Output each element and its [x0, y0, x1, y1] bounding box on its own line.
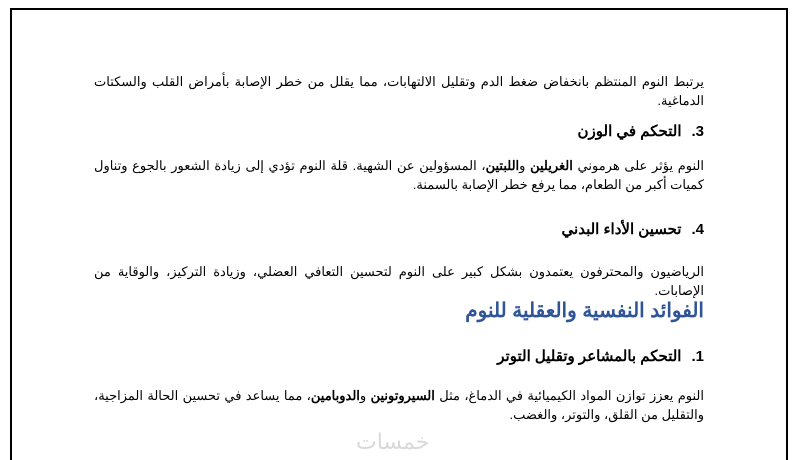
paragraph-brain-chemistry [94, 386, 704, 424]
heading-text: التحكم بالمشاعر وتقليل التوتر [497, 348, 682, 365]
paragraph-text: النوم يعزز توازن المواد الكيميائية في الدماغ، مثل [434, 388, 704, 403]
heading-emotion-control [497, 347, 704, 365]
heading-weight-control [578, 122, 704, 140]
paragraph-text: ، مما يساعد في تحسين الحالة المزاجية، والتقليل من القلق، والتوتر، والغضب. [94, 388, 704, 422]
paragraph-text: الرياضيون والمحترفون يعتمدون بشكل كبير على النوم لتحسين التعافي العضلي، وزيادة التركيز، والوقاية من الإصابات. [94, 264, 704, 298]
paragraph-text: يرتبط النوم المنتظم بانخفاض ضغط الدم وتقليل الالتهابات، مما يقلل من خطر الإصابة بأمراض القلب والسكتات الدماغية. [94, 74, 704, 108]
heading-number: 3. [691, 123, 704, 140]
heading-number: 4. [691, 221, 704, 238]
heading-text: التحكم في الوزن [577, 123, 682, 140]
bold-term-leptin: اللبتين [485, 158, 520, 173]
bold-term-dopamine: الدوبامين [310, 388, 360, 403]
heading-number: 1. [691, 348, 704, 365]
paragraph-text: و [359, 388, 371, 403]
watermark-logo: خمسات [356, 430, 430, 455]
paragraph-text: ، المسؤولين عن الشهية. قلة النوم تؤدي إلى زيادة الشعور بالجوع وتناول كميات أكبر من الطعام، مما يرفع خطر الإصابة بالسمنة. [94, 158, 704, 192]
section-title: الفوائد النفسية والعقلية للنوم [465, 300, 704, 322]
paragraph-weight [94, 156, 704, 194]
heading-text: تحسين الأداء البدني [561, 221, 682, 238]
bold-term-ghrelin: الغريلين [530, 158, 573, 173]
bold-term-serotonin: السيروتونين [370, 388, 435, 403]
paragraph-athletes [94, 262, 704, 300]
paragraph-text: و [519, 158, 531, 173]
heading-physical-performance [562, 220, 704, 238]
paragraph-text: النوم يؤثر على هرموني [572, 158, 704, 173]
paragraph-heart-health [94, 72, 704, 110]
